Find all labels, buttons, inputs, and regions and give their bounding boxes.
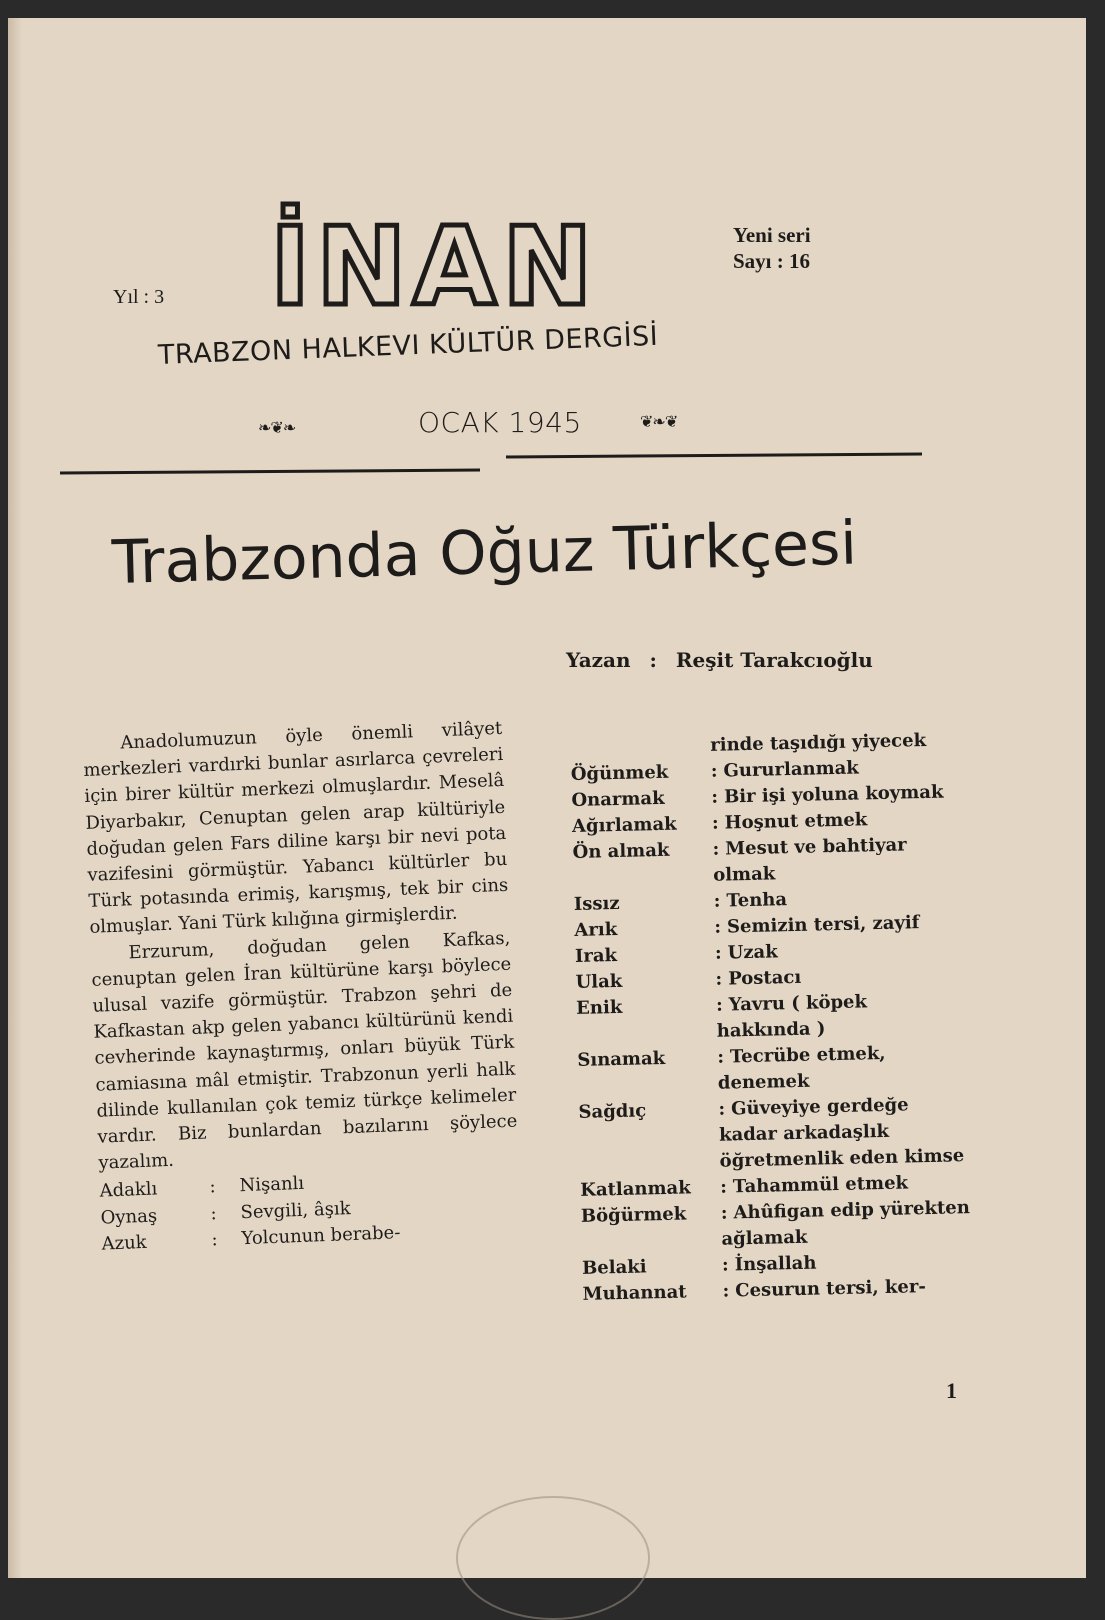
magazine-page bbox=[8, 18, 1086, 1578]
glossary-term: Katlanmak bbox=[580, 1177, 691, 1201]
magazine-logo: İNAN bbox=[270, 205, 599, 330]
glossary-term: Sınamak bbox=[577, 1047, 666, 1071]
glossary-definition: İnşallah bbox=[734, 1252, 817, 1276]
glossary-left bbox=[99, 1163, 522, 1258]
glossary-separator: : bbox=[710, 760, 718, 782]
glossary-separator: : bbox=[718, 1098, 726, 1120]
glossary-definition: Sevgili, âşık bbox=[240, 1197, 351, 1223]
glossary-right bbox=[571, 753, 973, 1308]
glossary-row bbox=[577, 1039, 968, 1100]
glossary-separator: : bbox=[712, 838, 720, 860]
glossary-definition-group bbox=[721, 1195, 972, 1253]
glossary-definition: Semizin tersi, zayif bbox=[726, 912, 920, 938]
glossary-definition: Tenha bbox=[726, 889, 788, 912]
glossary-definition: Mesut ve bahtiyar olmak bbox=[712, 834, 907, 886]
glossary-term: Sağdıç bbox=[578, 1100, 647, 1123]
glossary-definition: Tahammül etmek bbox=[732, 1172, 909, 1198]
glossary-separator: : bbox=[715, 968, 723, 990]
glossary-definition: Güveyiye gerdeğe kadar arkadaşlık öğretmenlik eden kimse bbox=[718, 1094, 965, 1172]
glossary-separator: : bbox=[714, 942, 722, 964]
glossary-row bbox=[576, 987, 967, 1048]
glossary-row bbox=[572, 831, 963, 892]
paragraph-2: Erzurum, doğudan gelen Kafkas, cenuptan gelen İran kültürüne karşı böylece ulusal vazife görmüştür. Trabzon şehri de Kafkastan akp gelen yabancı kültürünü kendi cevherinde kaynaştırmış, onları büyük Türk camiasına mâl etmiştir. Trabzonun yerli halk dilinde kullanılan çok temiz türkçe kelimeler vardır. Biz bunlardan bazılarını şöylece yazalım. bbox=[91, 927, 518, 1174]
glossary-definition: Yavru ( köpek hakkında ) bbox=[716, 991, 868, 1042]
year-label: Yıl : 3 bbox=[113, 286, 165, 308]
glossary-separator: : bbox=[711, 812, 719, 834]
glossary-term: Adaklı bbox=[99, 1178, 158, 1203]
glossary-term: Issız bbox=[573, 892, 620, 915]
left-column bbox=[82, 716, 522, 1258]
glossary-term: Oynaş bbox=[100, 1205, 158, 1229]
glossary-definition: Cesurun tersi, ker- bbox=[735, 1276, 927, 1302]
glossary-separator: : bbox=[722, 1280, 730, 1302]
glossary-term: Onarmak bbox=[571, 787, 665, 811]
glossary-definition: Uzak bbox=[727, 941, 778, 964]
glossary-term: Arık bbox=[574, 918, 618, 941]
glossary-definition: Tecrübe etmek, denemek bbox=[717, 1042, 886, 1094]
paragraph-1: Anadolumuzun öyle önemli vilâyet merkezleri vardırki bunlar asırlarca çevreleri için birer kültür merkezi olmuşlardır. Meselâ Diyarbakır, Cenuptan gelen arap kültüriyle doğudan gelen Fars diline karşı bir nevi pota vazifesini görmüştür. Yabancı kültürler bu Türk potasında erimiş, karışmış, tek bir cins olmuşlar. Yani Türk kılığına girmişlerdir. bbox=[83, 717, 509, 939]
glossary-definition: Gururlanmak bbox=[723, 757, 859, 782]
ornament-right-icon: ❦❧❦ bbox=[640, 412, 678, 431]
glossary-term: Muhannat bbox=[582, 1281, 687, 1305]
ornament-left-icon: ❧❦❧ bbox=[258, 418, 296, 437]
glossary-term: Azuk bbox=[101, 1231, 148, 1255]
issue-date: OCAK 1945 bbox=[418, 406, 582, 439]
glossary-term: Böğürmek bbox=[580, 1203, 687, 1227]
glossary-term: Ağırlamak bbox=[571, 813, 677, 837]
glossary-row bbox=[581, 1195, 972, 1256]
issue-info bbox=[733, 222, 811, 274]
glossary-term: Öğünmek bbox=[570, 761, 669, 785]
glossary-term: Ulak bbox=[575, 970, 623, 993]
glossary-separator: : bbox=[721, 1254, 729, 1276]
library-stamp bbox=[456, 1496, 650, 1620]
byline-label: Yazan bbox=[566, 648, 631, 672]
glossary-term: Belaki bbox=[581, 1256, 647, 1279]
glossary-definition: Ahûfigan edip yürekten ağlamak bbox=[721, 1197, 971, 1250]
page-spine bbox=[8, 18, 22, 1578]
header-rule-left bbox=[60, 469, 480, 475]
glossary-term: Irak bbox=[574, 944, 618, 967]
page-number: 1 bbox=[946, 1378, 957, 1403]
glossary-separator: : bbox=[210, 1202, 218, 1225]
glossary-separator: : bbox=[715, 994, 724, 1016]
glossary-separator: : bbox=[720, 1202, 728, 1224]
glossary-separator: : bbox=[711, 786, 719, 808]
glossary-definition-group bbox=[718, 1091, 970, 1175]
byline-separator: : bbox=[649, 648, 657, 672]
glossary-row bbox=[578, 1091, 970, 1178]
glossary-definition: Postacı bbox=[727, 966, 802, 990]
glossary-definition-group bbox=[717, 1039, 968, 1097]
glossary-definition: Bir işi yoluna koymak bbox=[723, 781, 944, 808]
glossary-separator: : bbox=[720, 1176, 728, 1198]
glossary-separator: : bbox=[211, 1229, 219, 1251]
glossary-definition: Nişanlı bbox=[239, 1173, 305, 1197]
glossary-definition: Hoşnut etmek bbox=[724, 809, 868, 834]
glossary-continuation: rinde taşıdığı yiyecek bbox=[710, 729, 927, 756]
issue-number: Sayı : 16 bbox=[733, 249, 811, 273]
glossary-definition: Yolcunun berabe- bbox=[241, 1222, 401, 1250]
magazine-subtitle: TRABZON HALKEVI KÜLTÜR DERGİSİ bbox=[157, 320, 659, 371]
author-name: Reşit Tarakcıoğlu bbox=[675, 648, 873, 672]
article-title: Trabzonda Oğuz Türkçesi bbox=[111, 508, 858, 598]
glossary-definition-group bbox=[712, 831, 963, 889]
glossary-separator: : bbox=[713, 890, 721, 912]
glossary-term: Ön almak bbox=[572, 839, 670, 863]
glossary-definition-group bbox=[716, 987, 967, 1045]
byline bbox=[566, 648, 885, 672]
glossary-definition-group bbox=[722, 1273, 973, 1305]
series-label: Yeni seri bbox=[733, 223, 811, 247]
glossary-separator: : bbox=[209, 1176, 217, 1198]
glossary-separator: : bbox=[717, 1046, 725, 1068]
glossary-term: Enik bbox=[575, 996, 623, 1019]
right-column bbox=[570, 727, 973, 1308]
glossary-separator: : bbox=[714, 916, 722, 938]
header-rule-right bbox=[506, 453, 922, 459]
